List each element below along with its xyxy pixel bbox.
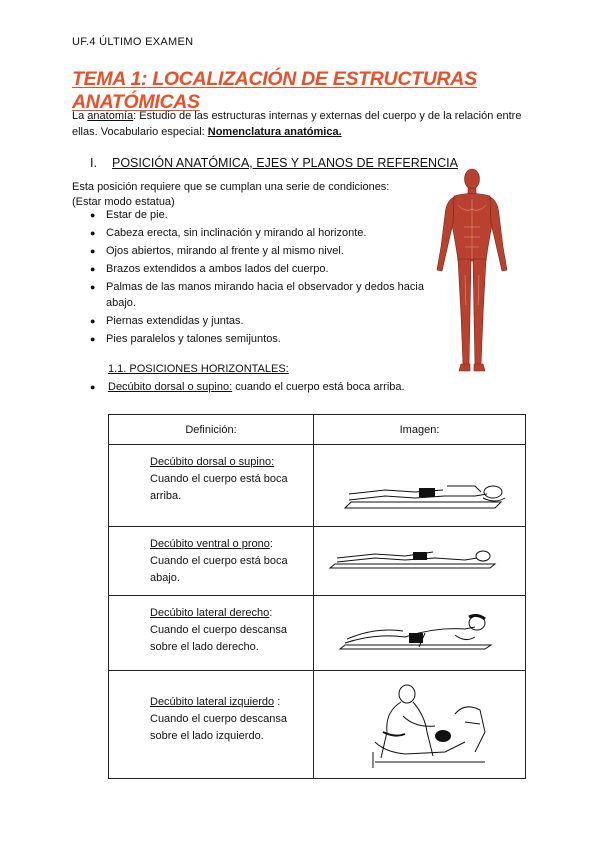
list-item: ● Brazos extendidos a ambos lados del cuerpo. — [90, 261, 430, 277]
position-text: Cuando el cuerpo descansa sobre el lado derecho. — [150, 624, 287, 653]
intro-term: anatomía — [87, 110, 134, 122]
definition-cell — [109, 445, 314, 527]
list-item: ● Estar de pie. — [90, 207, 430, 223]
position-text: Cuando el cuerpo está boca arriba. — [150, 473, 288, 502]
column-header-image: Imagen: — [314, 415, 526, 445]
intro-paragraph — [72, 108, 532, 140]
page-title: TEMA 1: LOCALIZACIÓN DE ESTRUCTURAS ANATÓMICAS — [72, 68, 477, 113]
list-item: ● Piernas extendidas y juntas. — [90, 313, 430, 329]
definition-cell — [109, 596, 314, 671]
subsection-title: 1.1. POSICIONES HORIZONTALES: — [108, 363, 289, 375]
position-term: Decúbito ventral o prono — [150, 538, 270, 550]
left-lateral-position-image — [315, 672, 524, 774]
intro-text: : Estudio de las estructuras internas y externas del cuerpo y de la relación entre ellas. Vocabulario especial: — [72, 110, 522, 138]
table-row — [109, 596, 526, 671]
list-item: ● Pies paralelos y talones semijuntos. — [90, 331, 430, 347]
description-line-1: Esta posición requiere que se cumplan una serie de condiciones: — [72, 181, 390, 193]
supine-position-image — [315, 446, 524, 522]
term-suffix: : — [269, 607, 273, 619]
definition-cell — [109, 527, 314, 596]
bullet-term: Decúbito dorsal o supino: — [108, 381, 233, 393]
list-item: ● Cabeza erecta, sin inclinación y mirando al horizonte. — [90, 225, 430, 241]
table-row — [109, 527, 526, 596]
section-description — [72, 180, 432, 210]
section-heading — [90, 156, 458, 170]
description-line-2: (Estar modo estatua) — [72, 196, 175, 208]
right-lateral-position-image — [315, 597, 524, 666]
table-row — [109, 445, 526, 527]
positions-table — [108, 414, 526, 779]
table-row — [109, 671, 526, 779]
list-item: ● Ojos abiertos, mirando al frente y al mismo nivel. — [90, 243, 430, 259]
term-suffix: : — [269, 538, 273, 550]
position-text: Cuando el cuerpo está boca abajo. — [150, 555, 288, 584]
definition-cell — [109, 671, 314, 779]
anatomical-figure-image — [432, 165, 512, 380]
column-header-definition: Definición: — [109, 415, 314, 445]
position-term: Decúbito lateral derecho — [150, 607, 270, 619]
term-suffix: : — [274, 696, 281, 708]
position-term: Decúbito dorsal o supino: — [150, 456, 275, 468]
image-cell — [314, 671, 526, 779]
subsection-bullet — [90, 381, 405, 393]
image-cell — [314, 527, 526, 596]
prone-position-image — [315, 528, 524, 591]
position-term: Decúbito lateral izquierdo — [150, 696, 275, 708]
section-title: POSICIÓN ANATÓMICA, EJES Y PLANOS DE REFERENCIA — [112, 156, 458, 170]
list-item: ● Palmas de las manos mirando hacia el observador y dedos hacia abajo. — [90, 279, 430, 311]
image-cell — [314, 445, 526, 527]
conditions-list — [90, 207, 430, 349]
image-cell — [314, 596, 526, 671]
document-header: UF.4 ÚLTIMO EXAMEN — [72, 36, 194, 48]
bullet-dot-icon: ● — [90, 382, 96, 392]
bullet-text: cuando el cuerpo está boca arriba. — [232, 381, 405, 393]
position-text: Cuando el cuerpo descansa sobre el lado izquierdo. — [150, 713, 287, 742]
table-header-row — [109, 415, 526, 445]
intro-prefix: La — [72, 110, 88, 122]
section-number: I. — [90, 156, 97, 170]
intro-bold-term: Nomenclatura anatómica. — [207, 126, 342, 138]
